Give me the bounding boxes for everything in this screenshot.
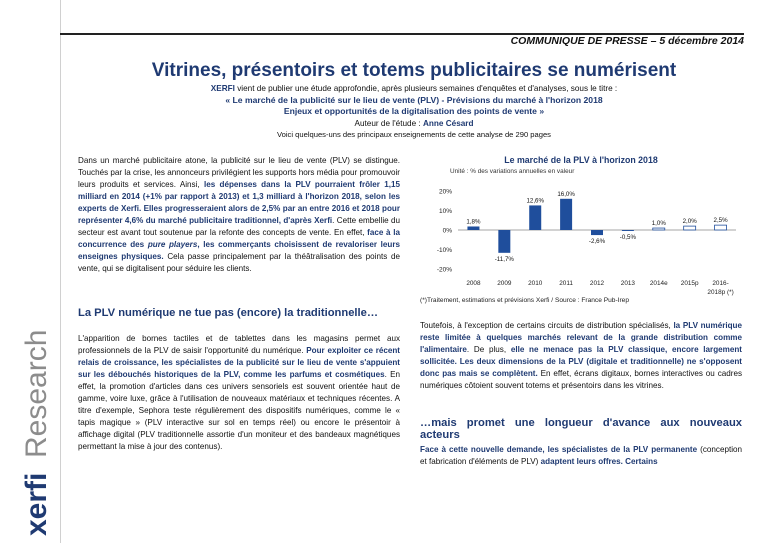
bar [529,205,541,230]
x-tick-label: 2010 [528,280,543,287]
brand-name: XERFI [210,84,235,93]
right-paragraph-1 [420,320,742,392]
xerfi-research-logo [0,300,60,540]
data-label: 1,8% [466,218,481,226]
data-label: 2,5% [713,217,728,225]
x-tick-label: 2012 [589,280,605,287]
bar [560,199,572,230]
x-tick-label: 2016- [712,280,729,287]
author-line [60,118,768,130]
study-title-1: « Le marché de la publicité sur le lieu de vente (PLV) - Prévisions du marché à l'horizon 2018 [225,94,603,105]
data-label: -0,5% [619,233,636,241]
logo-research: Research [20,329,53,458]
lead-text: vient de publier une étude approfondie, après plusieurs semaines d'enquêtes et d'analyses, sous le titre : [234,84,618,93]
x-tick-label: 2018p (*) [707,289,734,296]
y-tick-label: 20% [438,188,452,196]
text: Cela passe principalement par la théâtralisation des points de vente, qui se digitalisent pour séduire les clients. [78,252,400,273]
teaser-line: Voici quelques-uns des principaux enseignements de cette analyse de 290 pages [277,130,551,139]
data-label: 1,0% [651,220,666,228]
chart-unit: Unité : % des variations annuelles en valeur [450,168,575,175]
x-tick-label: 2008 [466,280,481,287]
text-bold: , les commerçants choisissent de revaloriser leurs enseignes physiques. [78,240,401,261]
bar [498,230,510,253]
data-label: -11,7% [494,255,514,263]
data-label: 2,0% [682,218,697,226]
study-title-2: Enjeux et opportunités de la digitalisation des points de vente » [283,106,545,116]
text: . Cette embellie du secteur est avant tout soutenue par la refonte des concepts de vente. En effet, [78,216,400,237]
x-tick-label: 2009 [497,280,512,287]
bar-chart [420,155,742,305]
section-heading-1: La PLV numérique ne tue pas (encore) la traditionnelle… [78,307,379,319]
text: L'apparition de bornes tactiles et de tablettes dans les magasins permet aux professionnels de la PLV de saisir l'opportunité du numérique. [78,334,400,355]
right-paragraph-2 [420,444,742,468]
text-bold: Face à cette nouvelle demande, les spécialistes de la PLV permanente [420,445,698,454]
chart-plot [420,177,742,317]
x-tick-label: 2011 [559,280,573,287]
text-bold: adaptent leurs offres. Certains [540,457,658,466]
page-title: Vitrines, présentoirs et totems publicitaires se numérisent [151,60,677,81]
bar [653,228,665,230]
left-paragraph-2 [78,333,400,453]
x-tick-label: 2014e [649,280,668,287]
text: . De plus, [466,345,511,354]
text-italic: pure players [147,240,198,249]
data-label: 12,6% [526,197,544,205]
y-tick-label: 10% [438,208,452,215]
bar [715,225,727,230]
text-bold: les dépenses dans la PLV pourraient frôler 1,15 milliard en 2014 (+1% par rapport à 2013) et 1,3 milliard à l'horizon 2018, selon les experts de Xerfi. Elles progresseraient alors de 2,5% par an entre 2016 et 2018 pour représenter 4,6% du marché publicitaire traditionnel, d'après Xerfi [78,180,401,225]
text: Toutefois, à l'exception de certains circuits de distribution spécialisés, [420,321,674,330]
bar [684,226,696,230]
text: . En effet, la promotion d'articles dans ces univers sensoriels est souvent orientée haut de gamme, voire luxe, grâce à l'utilisation de nouveaux matériaux et techniques récentes. A titre d'exemple, Sephora teste régulièrement des dispositifs numériques, comme le « tapis magique » (PLV interactive sur sol en temps réel) ou encore le présentoir à affichage digital (PLV traditionnelle assortie d'un moniteur et des bandeaux magnétiques permettant la mise à jour des contenus). [78,370,400,451]
text-bold: face à la concurrence des [78,228,401,249]
bar [591,230,603,235]
text: En effet, écrans digitaux, bornes interactives ou cadres numériques côtoient souvent totems et présentoirs dans les vitrines. [420,369,742,390]
intro-block [60,83,768,141]
data-label: -2,6% [588,238,606,246]
y-tick-label: -20% [436,266,452,274]
text-bold: elle ne menace pas la PLV classique, encore largement sollicitée. Les deux dimensions de la PLV (digitale et traditionnelle) ne s'opposent donc pas mais se complètent. [420,345,742,378]
text-bold: Pour exploiter ce récent relais de croissance, les spécialistes de la publicité sur le lieu de vente s'appuient sur les débouchés historiques de la PLV, comme les parfums et cosmétiques [78,346,400,379]
left-paragraph-1 [78,155,400,275]
y-tick-label: 0% [442,227,452,235]
section-heading-2: …mais promet une longueur d'avance aux nouveaux acteurs [420,417,742,441]
text: (conception et fabrication d'éléments de PLV) [420,445,742,466]
bar [467,226,479,230]
press-release-date: COMMUNIQUE DE PRESSE – 5 décembre 2014 [510,35,744,47]
data-label: 16,0% [557,190,575,198]
x-tick-label: 2013 [620,280,635,287]
intro-lead [60,83,768,95]
author-name: Anne Césard [422,118,474,128]
text-bold: la PLV numérique reste limitée à quelques marchés relevant de la grande distribution comme l'alimentaire [420,321,742,354]
logo-xerfi: xerfi [20,472,53,536]
chart-title: Le marché de la PLV à l'horizon 2018 [504,155,658,165]
text: Dans un marché publicitaire atone, la publicité sur le lieu de vente (PLV) se distingue. Touchés par la crise, les annonceurs privilégient les supports hors média pour promouvoir leurs produits et services. Ainsi, [78,156,400,189]
author-label: Auteur de l'étude : [354,118,423,128]
chart-source: (*)Traitement, estimations et prévisions Xerfi / Source : France Pub-Irep [420,297,630,304]
y-tick-label: -10% [436,247,452,254]
x-tick-label: 2015p [680,280,699,287]
bar [622,230,634,231]
sidebar [0,0,61,543]
